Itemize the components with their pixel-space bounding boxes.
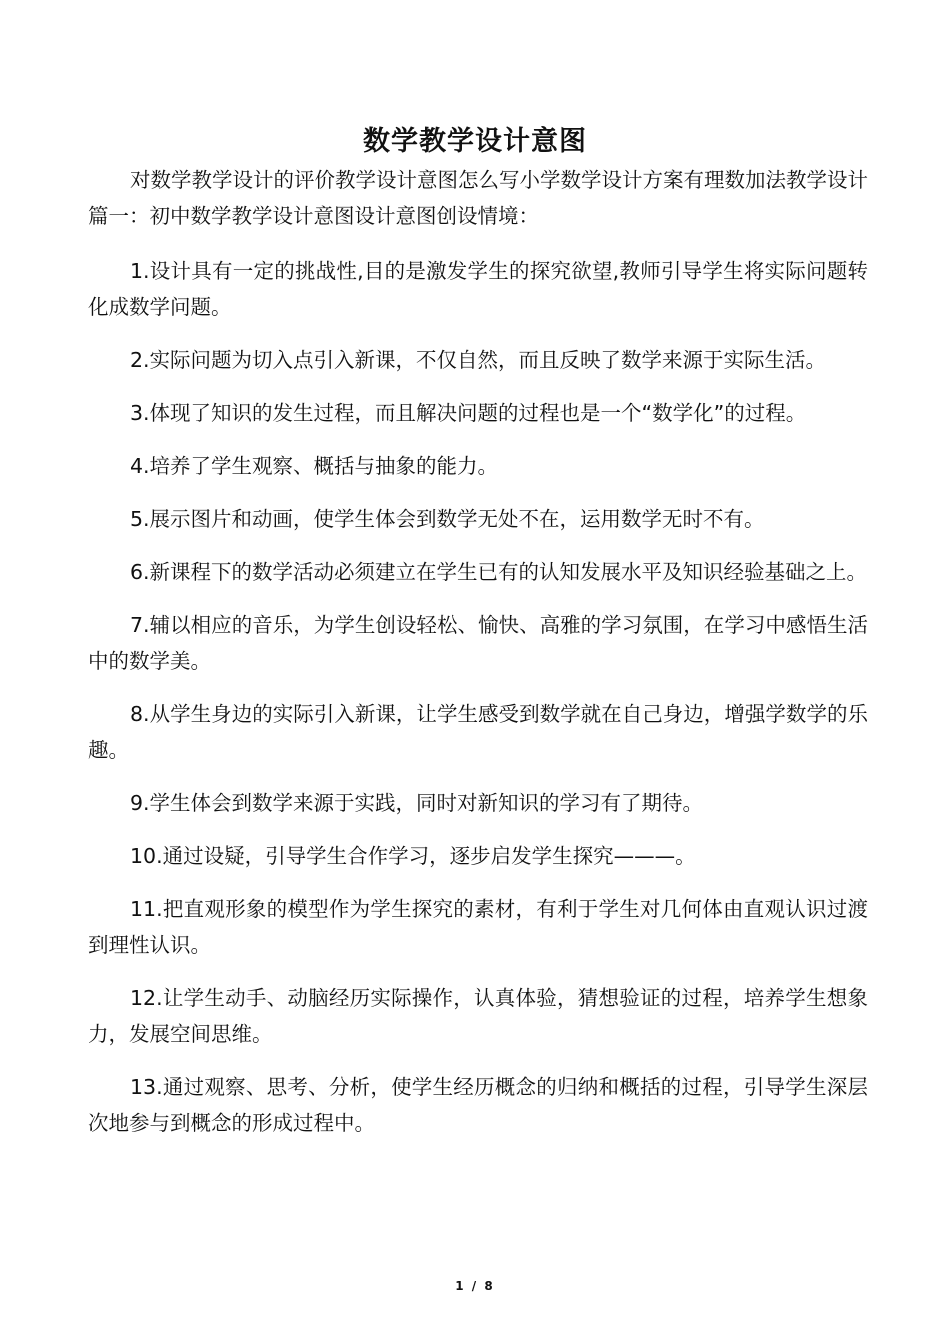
list-item: 12.让学生动手、动脑经历实际操作，认真体验，猜想验证的过程，培养学生想象力，发展空间思维。: [88, 986, 868, 1046]
list-item: 8.从学生身边的实际引入新课，让学生感受到数学就在自己身边，增强学数学的乐趣。: [88, 702, 868, 762]
list-item: 13.通过观察、思考、分析，使学生经历概念的归纳和概括的过程，引导学生深层次地参与到概念的形成过程中。: [88, 1075, 868, 1135]
list-item: 11.把直观形象的模型作为学生探究的素材，有利于学生对几何体由直观认识过渡到理性认识。: [88, 897, 868, 957]
list-item: 10.通过设疑，引导学生合作学习，逐步启发学生探究———。: [130, 844, 696, 868]
page-number: 1 / 8: [455, 1279, 495, 1293]
intro-paragraph: 对数学教学设计的评价教学设计意图怎么写小学数学设计方案有理数加法教学设计篇一：初中数学教学设计意图设计意图创设情境：: [88, 168, 868, 228]
document-body: [88, 162, 868, 1158]
document-title: 数学教学设计意图: [363, 126, 587, 158]
list-item: 1.设计具有一定的挑战性,目的是激发学生的探究欲望,教师引导学生将实际问题转化成数学问题。: [88, 259, 868, 319]
list-item: 7.辅以相应的音乐，为学生创设轻松、愉快、高雅的学习氛围，在学习中感悟生活中的数学美。: [88, 613, 868, 673]
list-item: 2.实际问题为切入点引入新课，不仅自然，而且反映了数学来源于实际生活。: [130, 348, 827, 372]
list-item: 4.培养了学生观察、概括与抽象的能力。: [130, 454, 499, 478]
list-item: 9.学生体会到数学来源于实践，同时对新知识的学习有了期待。: [130, 791, 704, 815]
list-item: 5.展示图片和动画，使学生体会到数学无处不在，运用数学无时不有。: [130, 507, 765, 531]
list-item: 3.体现了知识的发生过程，而且解决问题的过程也是一个“数学化”的过程。: [130, 401, 807, 425]
list-item: 6.新课程下的数学活动必须建立在学生已有的认知发展水平及知识经验基础之上。: [130, 560, 868, 584]
